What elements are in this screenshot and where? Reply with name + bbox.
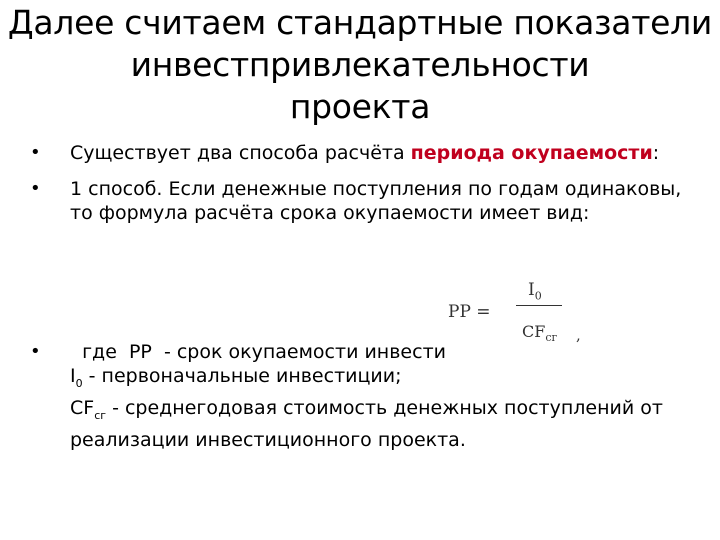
title-line-2: инвестпривлекательности bbox=[130, 45, 590, 84]
payback-formula bbox=[448, 278, 608, 358]
title-line-1: Далее считаем стандартные показатели bbox=[7, 3, 713, 42]
bullet-dot: • bbox=[30, 178, 41, 199]
bullet-1-highlight: периода окупаемости bbox=[410, 142, 653, 164]
bullet-1-prefix: Существует два способа расчёта bbox=[70, 142, 411, 164]
bullet-1-suffix: : bbox=[652, 142, 660, 164]
formula-pp: PP = bbox=[448, 302, 491, 322]
formula-denominator: $CF_{сг}$ bbox=[522, 322, 558, 345]
slide-title bbox=[0, 2, 720, 128]
bullet-3-line-2: $I_0$ - первоначальные инвестиции; bbox=[70, 365, 402, 390]
bullet-1-text bbox=[70, 141, 690, 165]
formula-numerator: $I_0$ bbox=[528, 280, 542, 303]
bullet-3-line-1: где РР - срок окупаемости инвести bbox=[70, 341, 446, 363]
title-line-3: проекта bbox=[289, 87, 431, 126]
formula-fraction-line bbox=[516, 305, 562, 306]
bullet-dot: • bbox=[30, 142, 41, 163]
bullet-dot: • bbox=[30, 341, 41, 362]
bullet-2 bbox=[30, 177, 690, 225]
formula-comma: , bbox=[576, 326, 581, 344]
bullet-3-line-3: $CF_{сг}$ - среднегодовая стоимость денежных поступлений от реализации инвестиционного проекта. bbox=[70, 396, 663, 451]
bullet-1 bbox=[30, 141, 690, 165]
bullet-2-text: 1 способ. Если денежные поступления по годам одинаковы, то формула расчёта срока окупаемости имеет вид: bbox=[70, 178, 682, 224]
